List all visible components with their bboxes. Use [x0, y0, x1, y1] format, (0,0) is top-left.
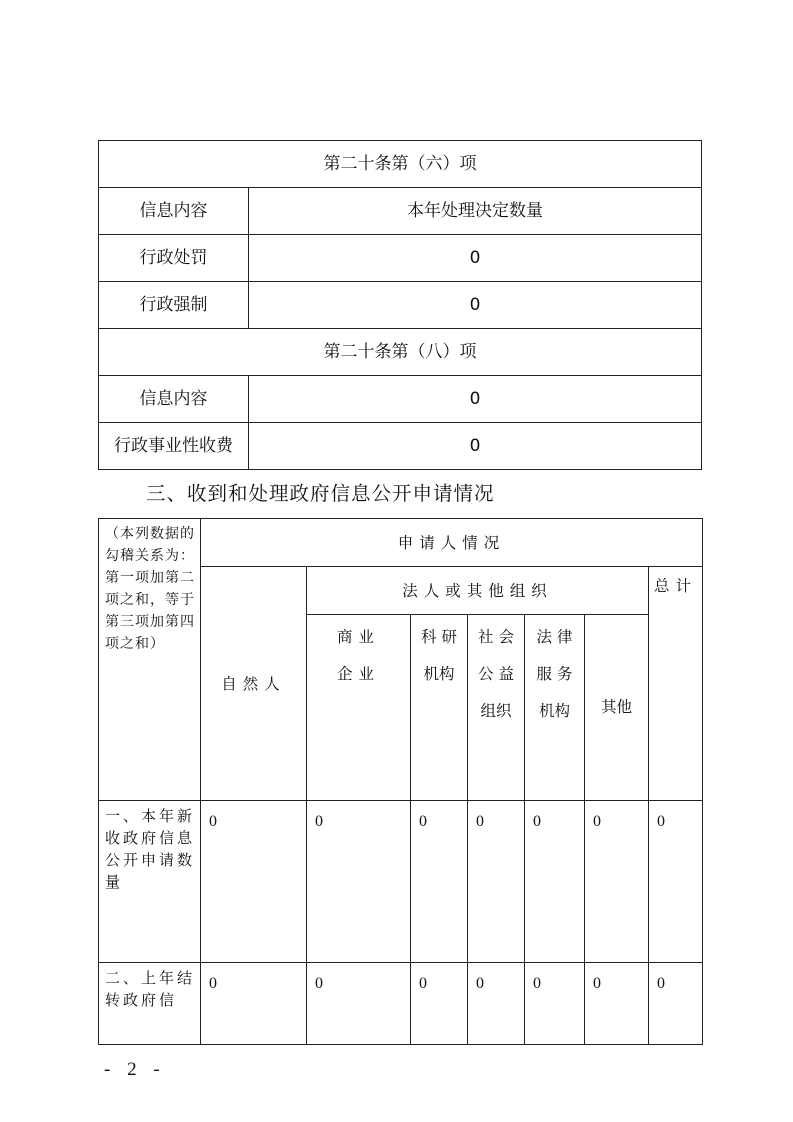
org-col-business [307, 615, 411, 801]
natural-person-header: 自然人 [201, 567, 307, 801]
applicant-header: 申请人情况 [201, 519, 703, 567]
row-label: 行政强制 [99, 282, 249, 329]
row-value: 0 [249, 282, 702, 329]
row-value: 0 [249, 235, 702, 282]
cell-value: 0 [585, 801, 649, 963]
row-label: 行政事业性收费 [99, 423, 249, 470]
org-col-legal-services [525, 615, 585, 801]
table-row [99, 282, 702, 329]
col-label-line: 企业 [336, 665, 380, 683]
cell-value: 0 [307, 963, 411, 1045]
col-label-line: 法 律 [536, 628, 573, 646]
table-row [99, 235, 702, 282]
cell-value: 0 [468, 801, 525, 963]
table-row [99, 801, 703, 963]
col-label-line: 公 益 [478, 665, 514, 683]
cell-value: 0 [649, 801, 703, 963]
table-row [99, 963, 703, 1045]
row-label: 二、上年结转政府信 [99, 963, 201, 1045]
col-label-line: 机构 [423, 665, 455, 683]
col-label-line: 服 务 [536, 665, 573, 683]
section-heading: 三、收到和处理政府信息公开申请情况 [146, 482, 495, 505]
row-value: 0 [249, 423, 702, 470]
cell-value: 0 [201, 963, 307, 1045]
row-label: 行政处罚 [99, 235, 249, 282]
cell-value: 0 [411, 963, 468, 1045]
note-cell: （本列数据的勾稽关系为：第一项加第二项之和，等于第三项加第四项之和） [99, 519, 201, 801]
application-table [98, 518, 703, 1045]
row-value: 0 [249, 376, 702, 423]
page-number: - 2 - [104, 1059, 166, 1080]
cell-value: 0 [201, 801, 307, 963]
cell-value: 0 [525, 801, 585, 963]
header-decision-count: 本年处理决定数量 [249, 188, 702, 235]
cell-value: 0 [468, 963, 525, 1045]
col-label-line: 社 会 [478, 628, 514, 646]
col-label-line: 组织 [480, 702, 512, 720]
legal-org-header: 法人或其他组织 [307, 567, 649, 615]
row-label: 信息内容 [99, 376, 249, 423]
col-label-line: 机构 [538, 702, 570, 720]
header-info-content: 信息内容 [99, 188, 249, 235]
org-col-research [411, 615, 468, 801]
col-label-line: 其他 [600, 698, 632, 716]
col-label-line: 商业 [336, 628, 380, 646]
cell-value: 0 [585, 963, 649, 1045]
org-col-public-welfare [468, 615, 525, 801]
cell-value: 0 [525, 963, 585, 1045]
cell-value: 0 [649, 963, 703, 1045]
row-label: 一、本年新收政府信息公开申请数量 [99, 801, 201, 963]
section8-title: 第二十条第（八）项 [99, 329, 702, 376]
cell-value: 0 [411, 801, 468, 963]
table-row [99, 376, 702, 423]
org-col-other [585, 615, 649, 801]
section6-title: 第二十条第（六）项 [99, 141, 702, 188]
disclosure-table-article20 [98, 140, 702, 470]
cell-value: 0 [307, 801, 411, 963]
total-header: 总计 [649, 567, 703, 801]
col-label-line: 科 研 [421, 628, 457, 646]
table-row [99, 423, 702, 470]
